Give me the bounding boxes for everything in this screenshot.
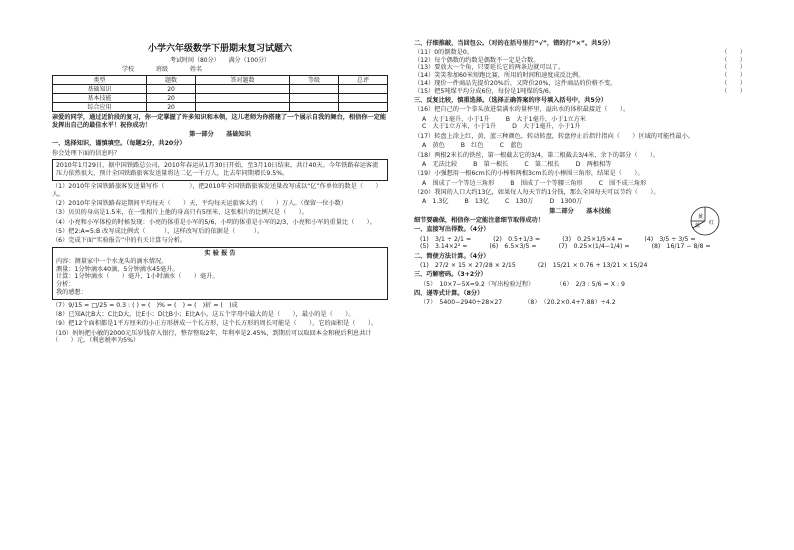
text-span: C 大于1立方米，小于1升 [422, 123, 497, 131]
judge-item [414, 49, 746, 57]
question-2: （2）2010年全国铁路春运期间平均每天（ ）天，平均每天运旅客大约（ ）万人。（保留一位小数） [52, 199, 348, 207]
table-cell: 综合应用 [53, 103, 147, 112]
table-header: 答对题数 [196, 76, 290, 85]
choice-19-options [414, 180, 746, 188]
text-span: （ ） [721, 64, 746, 72]
report-line: 我的感想： [56, 288, 87, 296]
skill2-heading: 二、简便方法计算。（4分） [414, 252, 490, 260]
part1-heading: 第一部分 基础知识 [189, 130, 251, 138]
choice-19: （19）小强想用一根6cm长的小棒和两根3cm长的小棒围三角形，结果是（ ）。 [414, 170, 644, 178]
mental-math-row [414, 243, 746, 251]
text-span: (3) 0.25×1/5×4 = [562, 235, 623, 243]
section3-heading: 三、反复比较，慎重选择。（选择正确答案的序号填入括号中，共5分） [414, 97, 608, 105]
judge-item [414, 72, 746, 80]
table-row [53, 103, 388, 112]
text-span: （ ） [721, 79, 746, 87]
table-header: 总评 [339, 76, 388, 85]
text-span: (1) 27/2 × 15 × 27/28 × 2/15 [420, 262, 516, 270]
question-9: （9）把12个面积都是1平方厘米的小正方形拼成一个长方形，这个长方形的周长可能是（ ），它的面积是（ ）。 [52, 320, 378, 328]
report-title: 实 验 报 告 [204, 250, 236, 258]
text-span: C 围不成三角形 [598, 179, 647, 187]
choice-17: （17）转盘上涂上红，黄，蓝三种颜色，转动转盘，转盘停止后指针指向（ ）区域的可能性最小。 [414, 132, 695, 140]
right-column [414, 38, 746, 307]
text-span: （15）把5吨煤平均分成6份，每份是1吨煤的5/6。 [414, 87, 556, 95]
exam-info: 考试时间（80分） 满分（100分） [169, 57, 271, 65]
left-column [52, 38, 388, 347]
table-cell: 20 [147, 85, 196, 94]
skill3-heading: 三、巧解密码。（3+2分） [414, 271, 487, 279]
text-span: （ ） [721, 48, 746, 56]
text-span: （6） 2/3 : 5/6 = X : 9 [556, 280, 625, 288]
text-span: B 第一根长 [473, 160, 509, 168]
table-cell: 基础知识 [53, 85, 147, 94]
table-header: 等级 [290, 76, 339, 85]
simplify-row [414, 262, 746, 270]
text-span: B 围成了一个等腰三角形 [510, 179, 583, 187]
text-span: A 无法比较 [422, 160, 458, 168]
skill4-heading: 四、递等式计算。（8分） [414, 290, 484, 298]
text-span: A 大于1毫升，小于1升 [422, 115, 490, 123]
text-span: （8） （20.2×0.4+7.88）÷4.2 [524, 299, 616, 307]
name-field: 姓名 [190, 65, 203, 73]
text-span: （5） 10×7−5X=9.2（写出检验过程） [420, 280, 535, 288]
text-span: （14）笑笑参加60米短跑比赛，所用的时间和速度成反比例。 [414, 72, 585, 80]
student-fields [52, 66, 388, 74]
table-cell: 20 [147, 103, 196, 112]
table-cell: 基本技能 [53, 94, 147, 103]
choice-17-options [414, 142, 746, 150]
text-span: C 第二根长 [524, 160, 560, 168]
part2-note: 细节要确保，相信你一定能注意细节取得成功！ [414, 216, 544, 224]
part2-heading: 第二部分 基本技能 [549, 207, 611, 215]
text-span: (8) 16/17 − 8/8 = [651, 243, 711, 251]
text-span: （12）每个偶数的约数是偶数不一定是合数。 [414, 56, 540, 64]
text-span: （ ） [721, 56, 746, 64]
pie-label-yellow: 黄 [698, 214, 704, 220]
text-span: （ ） [721, 87, 746, 95]
choice-20-options [414, 198, 746, 206]
text-span: (6) 6.5×3/5 = [489, 243, 537, 251]
exam-title: 小学六年级数学下册期末复习试题六 [147, 44, 292, 54]
table-header-row [53, 76, 388, 85]
skill1-heading: 一、直接写出得数。（4分） [414, 226, 490, 234]
report-line: 分析： [56, 281, 75, 289]
question-7: （7）9/15 = □/25 = 0.3 : ( ) = ( )% = ( ) = ( )折 = ( )成 [52, 301, 238, 309]
text-span: (4) 3/5 ÷ 3/5 = [644, 235, 696, 243]
text-span: (2) 15/21 × 0.76 + 13/21 × 15/24 [537, 262, 648, 270]
table-row [53, 85, 388, 94]
pie-label-red: 红 [709, 220, 715, 226]
text-span: B 大于1毫升，小于1立方米 [505, 115, 586, 123]
report-line: 测量：1分钟滴水40滴，5分钟滴水45毫升。 [56, 265, 179, 273]
text-span: A 黄色 [422, 142, 445, 150]
text-span: C 蓝色 [499, 142, 523, 150]
school-field: 学校 [122, 65, 135, 73]
question-3: （3）贝贝的身高是1.5米，在一张相片上他的身高只有5厘米，这张相片的比例尺是（ ）。 [52, 209, 308, 217]
question-8: （8）已知A比B大；C比D大，比E小；D比B小；E比A小。这五个字母中最大的是（ ），最小的是（ ）。 [52, 310, 355, 318]
score-table [52, 75, 388, 112]
text-span: （13）要放大一个角，只要延长它的两条边就可以了。 [414, 64, 565, 72]
section1-heading: 一、选择知识，谨慎填空。（每题2分，共20分） [52, 140, 186, 148]
text-span: D 1300万 [549, 198, 583, 206]
text-span: C 130万 [504, 198, 534, 206]
text-span: (2) 0.5+1/3 = [493, 235, 541, 243]
table-row [53, 94, 388, 103]
choice-16: （16）把自己的一个拳头放进装满水的量杯里，溢出水的体积最接近（ ）。 [414, 106, 630, 114]
class-field: 班级 [156, 65, 169, 73]
text-span: (7) 0.25×(1/4−1/4) = [558, 243, 630, 251]
text-span: A 围成了一个等边三角形 [422, 179, 495, 187]
judge-item [414, 88, 746, 96]
text-span: B 红色 [460, 142, 484, 150]
mental-math-row [414, 236, 746, 244]
equation-row [414, 281, 746, 289]
text-span: （7） 5400−2940÷28×27 [420, 299, 503, 307]
text-span: (5) 3.14×2² = [420, 243, 468, 251]
table-header: 类型 [53, 76, 147, 85]
step-calc-row [414, 299, 746, 307]
choice-18: （18）两根2米长的铁丝，第一根截去它的3/4，第二根截去3/4米，余下的部分（ ）。 [414, 151, 660, 159]
pie-label-blue: 蓝 [695, 223, 701, 229]
spinner-diagram [690, 206, 720, 236]
experiment-report [52, 247, 388, 300]
section2-heading: 二、仔细推敲，当回包公。（对的在括号里打“√”，错的打“×”。共5分） [414, 39, 615, 47]
text-span: （ ） [721, 72, 746, 80]
text-span: A 1.3亿 [422, 198, 449, 206]
text-span: (1) 3/1 ÷ 2/1 = [420, 235, 472, 243]
question-10: （10）妈妈把小敏的2000元压岁钱存入银行，整存整取2年，年利率是2.45%，到期后可以取回本金和税后利息共计（ ）元。（利息税率为5%） [52, 329, 372, 345]
text-span: （11）0的倒数是0。 [414, 48, 474, 56]
text-span: （14）现价一件商品先提价20%后，又降价20%，这件商品的价格不变。 [414, 79, 617, 87]
section1-prompt: 你会处理下面的信息吗？ [52, 149, 121, 157]
report-line: 计算：1分钟滴水（ ）毫升，1小时滴水（ ）毫升。 [56, 273, 219, 281]
text-span: D 两根相等 [575, 160, 612, 168]
question-6: （6）完成下面“实验报告”中的有关计算与分析。 [52, 237, 187, 245]
news-box: 2010年1月29日，据中国铁路总公司，2010年春运从1月30日开始，至3月10日结束，共计40天。今年铁路春运客流压力依然很大，预计全国铁路旅客发送量将达二亿一千万人，比去年同期增长9.5%。 [52, 159, 388, 181]
question-4: （4）小亮和小军体检的时候发现：小亮的体重是小军的5/6，小明的体重是小军的2/3，小亮和小军的重量比（ ）。 [52, 218, 376, 226]
text-span: B 13亿 [464, 198, 489, 206]
question-1: （1）2010年全国铁路旅客发送量写作（ ），把2010年全国铁路旅客发送量改写成以“亿”作单位的数是（ ）人。 [52, 182, 382, 198]
text-span: D 大于1毫升，小于1升 [512, 123, 581, 131]
choice-16-options [414, 123, 746, 131]
question-5: （5）把2:A=5:B 改写成比例式（ ），这样改写后的依据是（ ）。 [52, 228, 264, 235]
table-cell: 20 [147, 94, 196, 103]
table-header: 题数 [147, 76, 196, 85]
choice-20: （20）我国的人口大约13亿，如果每人每天节约1分钱，那么全国每天可以节约（ ）。 [414, 188, 660, 196]
judge-item [414, 80, 746, 88]
choice-18-options [414, 161, 746, 169]
report-line: 内容：测量家中一个水龙头的滴水情况。 [56, 257, 168, 265]
intro-text: 亲爱的同学，通过近阶段的复习，你一定掌握了许多知识和本领，这儿老师为你搭建了一个展示自我的舞台，相信你一定能发挥出自己的最佳水平！祝你成功！ [52, 113, 387, 129]
